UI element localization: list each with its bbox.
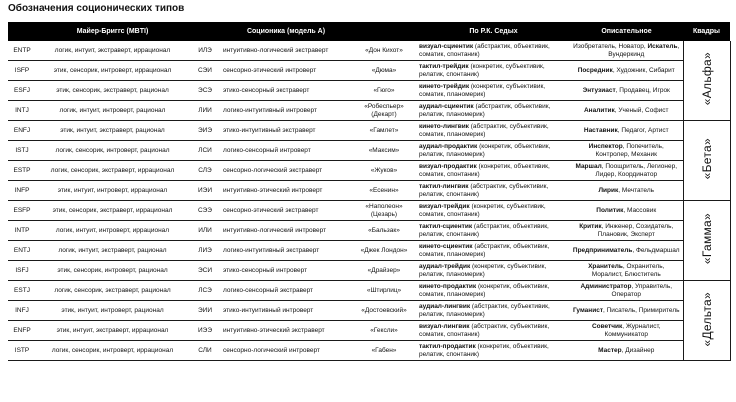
descriptive-suffix: , Педагог, Артист [617, 126, 669, 134]
descriptive-name [570, 101, 683, 121]
descriptive-suffix: , Охранитель, Моралист, Блюститель [591, 262, 665, 278]
socionics-description: этико-сенсорный интроверт [221, 261, 351, 281]
sedykh-type: кинето-сциентик [419, 242, 473, 250]
sedykh-type: кинето-лингвик [419, 122, 469, 130]
sedykh-traits: (абстрактик, объективик, соматик, спонтаник) [419, 42, 550, 58]
descriptive-name [570, 261, 683, 281]
sedykh-description [417, 221, 570, 241]
socionics-abbr: ИЛИ [189, 221, 221, 241]
mbti-description: логик, интуит, интроверт, иррационал [36, 221, 189, 241]
socionics-abbr: ЛИИ [189, 101, 221, 121]
mbti-code: ENFP [8, 321, 36, 341]
descriptive-suffix: , Художник, Сибарит [612, 66, 675, 74]
mbti-description: логик, сенсорик, интроверт, иррационал [36, 341, 189, 361]
header-nick [351, 22, 417, 41]
mbti-description: логик, интуит, интроверт, рационал [36, 101, 189, 121]
socionics-description: интуитивно-логический интроверт [221, 221, 351, 241]
mbti-description: логик, интуит, экстраверт, рационал [36, 241, 189, 261]
mbti-description: этик, сенсорик, экстраверт, рационал [36, 81, 189, 101]
type-nickname: «Дюма» [351, 61, 417, 81]
descriptive-main: Лирик [598, 186, 619, 194]
socionics-description: сенсорно-логический экстраверт [221, 161, 351, 181]
type-nickname: «Гюго» [351, 81, 417, 101]
descriptive-main: Посредник [577, 66, 613, 74]
socionics-description: логико-сенсорный интроверт [221, 141, 351, 161]
table-row [8, 221, 730, 241]
descriptive-name [570, 161, 683, 181]
socionics-abbr: ЭИЭ [189, 121, 221, 141]
table-row [8, 61, 730, 81]
quadra-cell [683, 201, 730, 281]
sedykh-description [417, 181, 570, 201]
socionics-abbr: ИЛЭ [189, 41, 221, 61]
descriptive-main: Маршал [575, 162, 602, 170]
descriptive-suffix: , Писатель, Примиритель [603, 306, 680, 314]
sedykh-type: тактил-сциентик [419, 222, 473, 230]
socionics-abbr: ЭИИ [189, 301, 221, 321]
mbti-code: INFP [8, 181, 36, 201]
descriptive-main: Предприниматель [572, 246, 633, 254]
descriptive-main: Энтузиаст [582, 86, 616, 94]
sedykh-traits: (абстрактик, объективик, релатик, планомерик) [419, 102, 551, 118]
table-row [8, 321, 730, 341]
table-row [8, 41, 730, 61]
sedykh-traits: (конкретик, субъективик, релатик, спонтаник) [419, 62, 545, 78]
sedykh-type: аудиал-продактик [419, 142, 478, 150]
socionics-description: этико-интуитивный интроверт [221, 301, 351, 321]
quadra-cell [683, 41, 730, 121]
sedykh-traits: (абстрактик, субъективик, соматик, планомерик) [419, 122, 549, 138]
sedykh-type: аудиал-лингвик [419, 302, 471, 310]
quadra-label: «Гамма» [699, 213, 714, 265]
table-row [8, 101, 730, 121]
table-body [8, 41, 730, 361]
descriptive-name [570, 341, 683, 361]
table-row [8, 201, 730, 221]
table-row [8, 341, 730, 361]
sedykh-description [417, 321, 570, 341]
type-nickname: «Максим» [351, 141, 417, 161]
socionics-abbr: ИЭИ [189, 181, 221, 201]
sedykh-traits: (абстрактик, субъективик, релатик, планомерик) [419, 302, 550, 318]
header-sedykh: По Р.К. Седых [417, 22, 570, 41]
sedykh-description [417, 61, 570, 81]
sedykh-description [417, 241, 570, 261]
descriptive-name [570, 121, 683, 141]
sedykh-description [417, 341, 570, 361]
socionics-abbr: ИЭЭ [189, 321, 221, 341]
document-title: Обозначения соционических типов [8, 3, 185, 14]
sedykh-traits: (абстрактик, субъективик, соматик, спонтаник) [419, 322, 550, 338]
mbti-description: этик, сенсорик, экстраверт, иррационал [36, 201, 189, 221]
table-row [8, 141, 730, 161]
descriptive-name [570, 201, 683, 221]
descriptive-main: Администратор [580, 282, 632, 290]
descriptive-suffix: , Ученый, Софист [614, 106, 669, 114]
mbti-code: INTP [8, 221, 36, 241]
mbti-description: этик, интуит, интроверт, рационал [36, 301, 189, 321]
table-row [8, 281, 730, 301]
sedykh-type: аудиал-трейдик [419, 262, 471, 270]
mbti-code: ESFJ [8, 81, 36, 101]
socionics-abbr: СЭИ [189, 61, 221, 81]
sedykh-type: визуал-трейдик [419, 202, 470, 210]
mbti-description: логик, сенсорик, экстраверт, иррационал [36, 161, 189, 181]
quadra-label: «Дельта» [699, 291, 714, 347]
mbti-description: этик, интуит, интроверт, иррационал [36, 181, 189, 201]
type-nickname: «Гамлет» [351, 121, 417, 141]
sedykh-description [417, 101, 570, 121]
descriptive-suffix: , Попечитель, Контролер, Механик [595, 142, 664, 158]
descriptive-suffix: , Поощритель, Легионер, Лидер, Координатор [595, 162, 678, 178]
sedykh-type: тактил-трейдик [419, 62, 469, 70]
descriptive-name [570, 81, 683, 101]
descriptive-name [570, 61, 683, 81]
descriptive-main: Искатель [647, 42, 678, 50]
socionics-description: интуитивно-этический интроверт [221, 181, 351, 201]
mbti-code: ISFJ [8, 261, 36, 281]
descriptive-suffix: , Управитель, Оператор [611, 282, 673, 298]
table-row [8, 261, 730, 281]
header-socionics: Соционика (модель А) [221, 22, 351, 41]
socionics-abbr: ЭСЭ [189, 81, 221, 101]
descriptive-suffix: , Продавец, Игрок [615, 86, 670, 94]
type-nickname: «Драйзер» [351, 261, 417, 281]
type-nickname: «Жуков» [351, 161, 417, 181]
socionics-description: этико-интуитивный экстраверт [221, 121, 351, 141]
mbti-code: ESTP [8, 161, 36, 181]
type-nickname: «Гексли» [351, 321, 417, 341]
descriptive-prefix: Изобретатель, Новатор, [573, 42, 648, 50]
mbti-code: INFJ [8, 301, 36, 321]
sedykh-type: кинето-трейдик [419, 82, 470, 90]
socionics-abbr: ЛСИ [189, 141, 221, 161]
mbti-code: ISTP [8, 341, 36, 361]
socionics-abbr: ЭСИ [189, 261, 221, 281]
descriptive-main: Аналитик [583, 106, 615, 114]
descriptive-main: Критик [579, 222, 602, 230]
socionics-description: этико-сенсорный экстраверт [221, 81, 351, 101]
socionics-description: интуитивно-логический экстраверт [221, 41, 351, 61]
socionics-description: логико-сенсорный экстраверт [221, 281, 351, 301]
descriptive-suffix: , Вундеркинд [608, 42, 680, 58]
sedykh-traits: (конкретик, объективик, соматик, спонтаник) [419, 162, 550, 178]
sedykh-type: визуал-сциентик [419, 42, 474, 50]
descriptive-main: Гуманист [572, 306, 604, 314]
socionics-abbr: ЛСЭ [189, 281, 221, 301]
descriptive-suffix: , Массовик [623, 206, 657, 214]
mbti-description: этик, сенсорик, интроверт, иррационал [36, 61, 189, 81]
mbti-description: этик, интуит, экстраверт, рационал [36, 121, 189, 141]
sedykh-traits: (конкретик, объективик, релатик, планомерик) [419, 142, 551, 158]
type-nickname: «Есенин» [351, 181, 417, 201]
header-descriptive: Описательное [570, 22, 683, 41]
sedykh-traits: (конкретик, субъективик, соматик, планомерик) [419, 82, 546, 98]
descriptive-name [570, 181, 683, 201]
socionics-abbr: СЛЭ [189, 161, 221, 181]
quadra-cell [683, 121, 730, 201]
socionics-description: сенсорно-этический интроверт [221, 61, 351, 81]
sedykh-traits: (конкретик, субъективик, соматик, спонтаник) [419, 202, 546, 218]
table-header-row [8, 22, 730, 41]
mbti-description: этик, сенсорик, интроверт, рационал [36, 261, 189, 281]
quadra-label: «Альфа» [699, 52, 714, 106]
table-row [8, 161, 730, 181]
sedykh-type: аудиал-сциентик [419, 102, 474, 110]
type-nickname: «Штирлиц» [351, 281, 417, 301]
sedykh-description [417, 81, 570, 101]
sedykh-description [417, 141, 570, 161]
mbti-code: ISFP [8, 61, 36, 81]
socionics-types-table [8, 22, 731, 361]
mbti-code: ENTJ [8, 241, 36, 261]
socionics-description: логико-интуитивный экстраверт [221, 241, 351, 261]
descriptive-name [570, 41, 683, 61]
descriptive-name [570, 221, 683, 241]
table-row [8, 81, 730, 101]
mbti-description: логик, интуит, экстраверт, иррационал [36, 41, 189, 61]
sedykh-traits: (конкретик, объективик, соматик, планомерик) [419, 282, 550, 298]
sedykh-type: тактил-продактик [419, 342, 476, 350]
mbti-code: INTJ [8, 101, 36, 121]
descriptive-name [570, 301, 683, 321]
descriptive-main: Наставник [583, 126, 618, 134]
type-nickname: «Габен» [351, 341, 417, 361]
mbti-code: ESTJ [8, 281, 36, 301]
socionics-description: логико-интуитивный интроверт [221, 101, 351, 121]
descriptive-main: Мастер [598, 346, 622, 354]
type-nickname: «Робеспьер» (Декарт) [351, 101, 417, 121]
descriptive-name [570, 281, 683, 301]
descriptive-suffix: , Мечтатель [618, 186, 655, 194]
sedykh-type: визуал-лингвик [419, 322, 470, 330]
header-code [8, 22, 36, 41]
type-nickname: «Джек Лондон» [351, 241, 417, 261]
header-abbr [189, 22, 221, 41]
descriptive-suffix: , Фельдмаршал [632, 246, 680, 254]
mbti-code: ESFP [8, 201, 36, 221]
descriptive-suffix: , Журналист, Коммуникатор [604, 322, 661, 338]
descriptive-main: Хранитель [588, 262, 623, 270]
type-nickname: «Дон Кихот» [351, 41, 417, 61]
sedykh-type: кинето-продактик [419, 282, 477, 290]
sedykh-type: визуал-продактик [419, 162, 477, 170]
quadra-label: «Бета» [699, 138, 714, 180]
socionics-abbr: СЛИ [189, 341, 221, 361]
mbti-description: логик, сенсорик, интроверт, рационал [36, 141, 189, 161]
socionics-description: интуитивно-этический экстраверт [221, 321, 351, 341]
sedykh-traits: (конкретик, субъективик, релатик, планомерик) [419, 262, 547, 278]
descriptive-main: Советчик [591, 322, 623, 330]
sedykh-description [417, 301, 570, 321]
descriptive-name [570, 321, 683, 341]
sedykh-traits: (абстрактик, объективик, соматик, планомерик) [419, 242, 550, 258]
descriptive-suffix: , Инженер, Созидатель, Плановик, Эксперт [597, 222, 674, 238]
mbti-code: ISTJ [8, 141, 36, 161]
table-row [8, 241, 730, 261]
type-nickname: «Бальзак» [351, 221, 417, 241]
descriptive-suffix: , Дизайнер [621, 346, 655, 354]
mbti-description: этик, интуит, экстраверт, иррационал [36, 321, 189, 341]
descriptive-name [570, 241, 683, 261]
type-nickname: «Наполеон» (Цезарь) [351, 201, 417, 221]
sedykh-traits: (конкретик, объективик, релатик, спонтаник) [419, 342, 549, 358]
table-row [8, 301, 730, 321]
header-quadras: Квадры [683, 22, 730, 41]
table-row [8, 181, 730, 201]
quadra-cell [683, 281, 730, 361]
type-nickname: «Достоевский» [351, 301, 417, 321]
sedykh-type: тактил-лингвик [419, 182, 469, 190]
mbti-code: ENFJ [8, 121, 36, 141]
sedykh-description [417, 261, 570, 281]
sedykh-description [417, 121, 570, 141]
sedykh-description [417, 201, 570, 221]
table-row [8, 121, 730, 141]
sedykh-description [417, 41, 570, 61]
mbti-description: логик, сенсорик, экстраверт, рационал [36, 281, 189, 301]
socionics-abbr: ЛИЭ [189, 241, 221, 261]
socionics-abbr: СЭЭ [189, 201, 221, 221]
socionics-description: сенсорно-этический экстраверт [221, 201, 351, 221]
sedykh-traits: (абстрактик, субъективик, релатик, спонтаник) [419, 182, 549, 198]
descriptive-main: Инспектор [588, 142, 623, 150]
descriptive-name [570, 141, 683, 161]
sedykh-description [417, 161, 570, 181]
descriptive-main: Политик [596, 206, 624, 214]
sedykh-traits: (абстрактик, объективик, релатик, спонтаник) [419, 222, 549, 238]
sedykh-description [417, 281, 570, 301]
mbti-code: ENTP [8, 41, 36, 61]
socionics-description: сенсорно-логический интроверт [221, 341, 351, 361]
header-mbti: Майер-Бриггс (MBTI) [36, 22, 189, 41]
